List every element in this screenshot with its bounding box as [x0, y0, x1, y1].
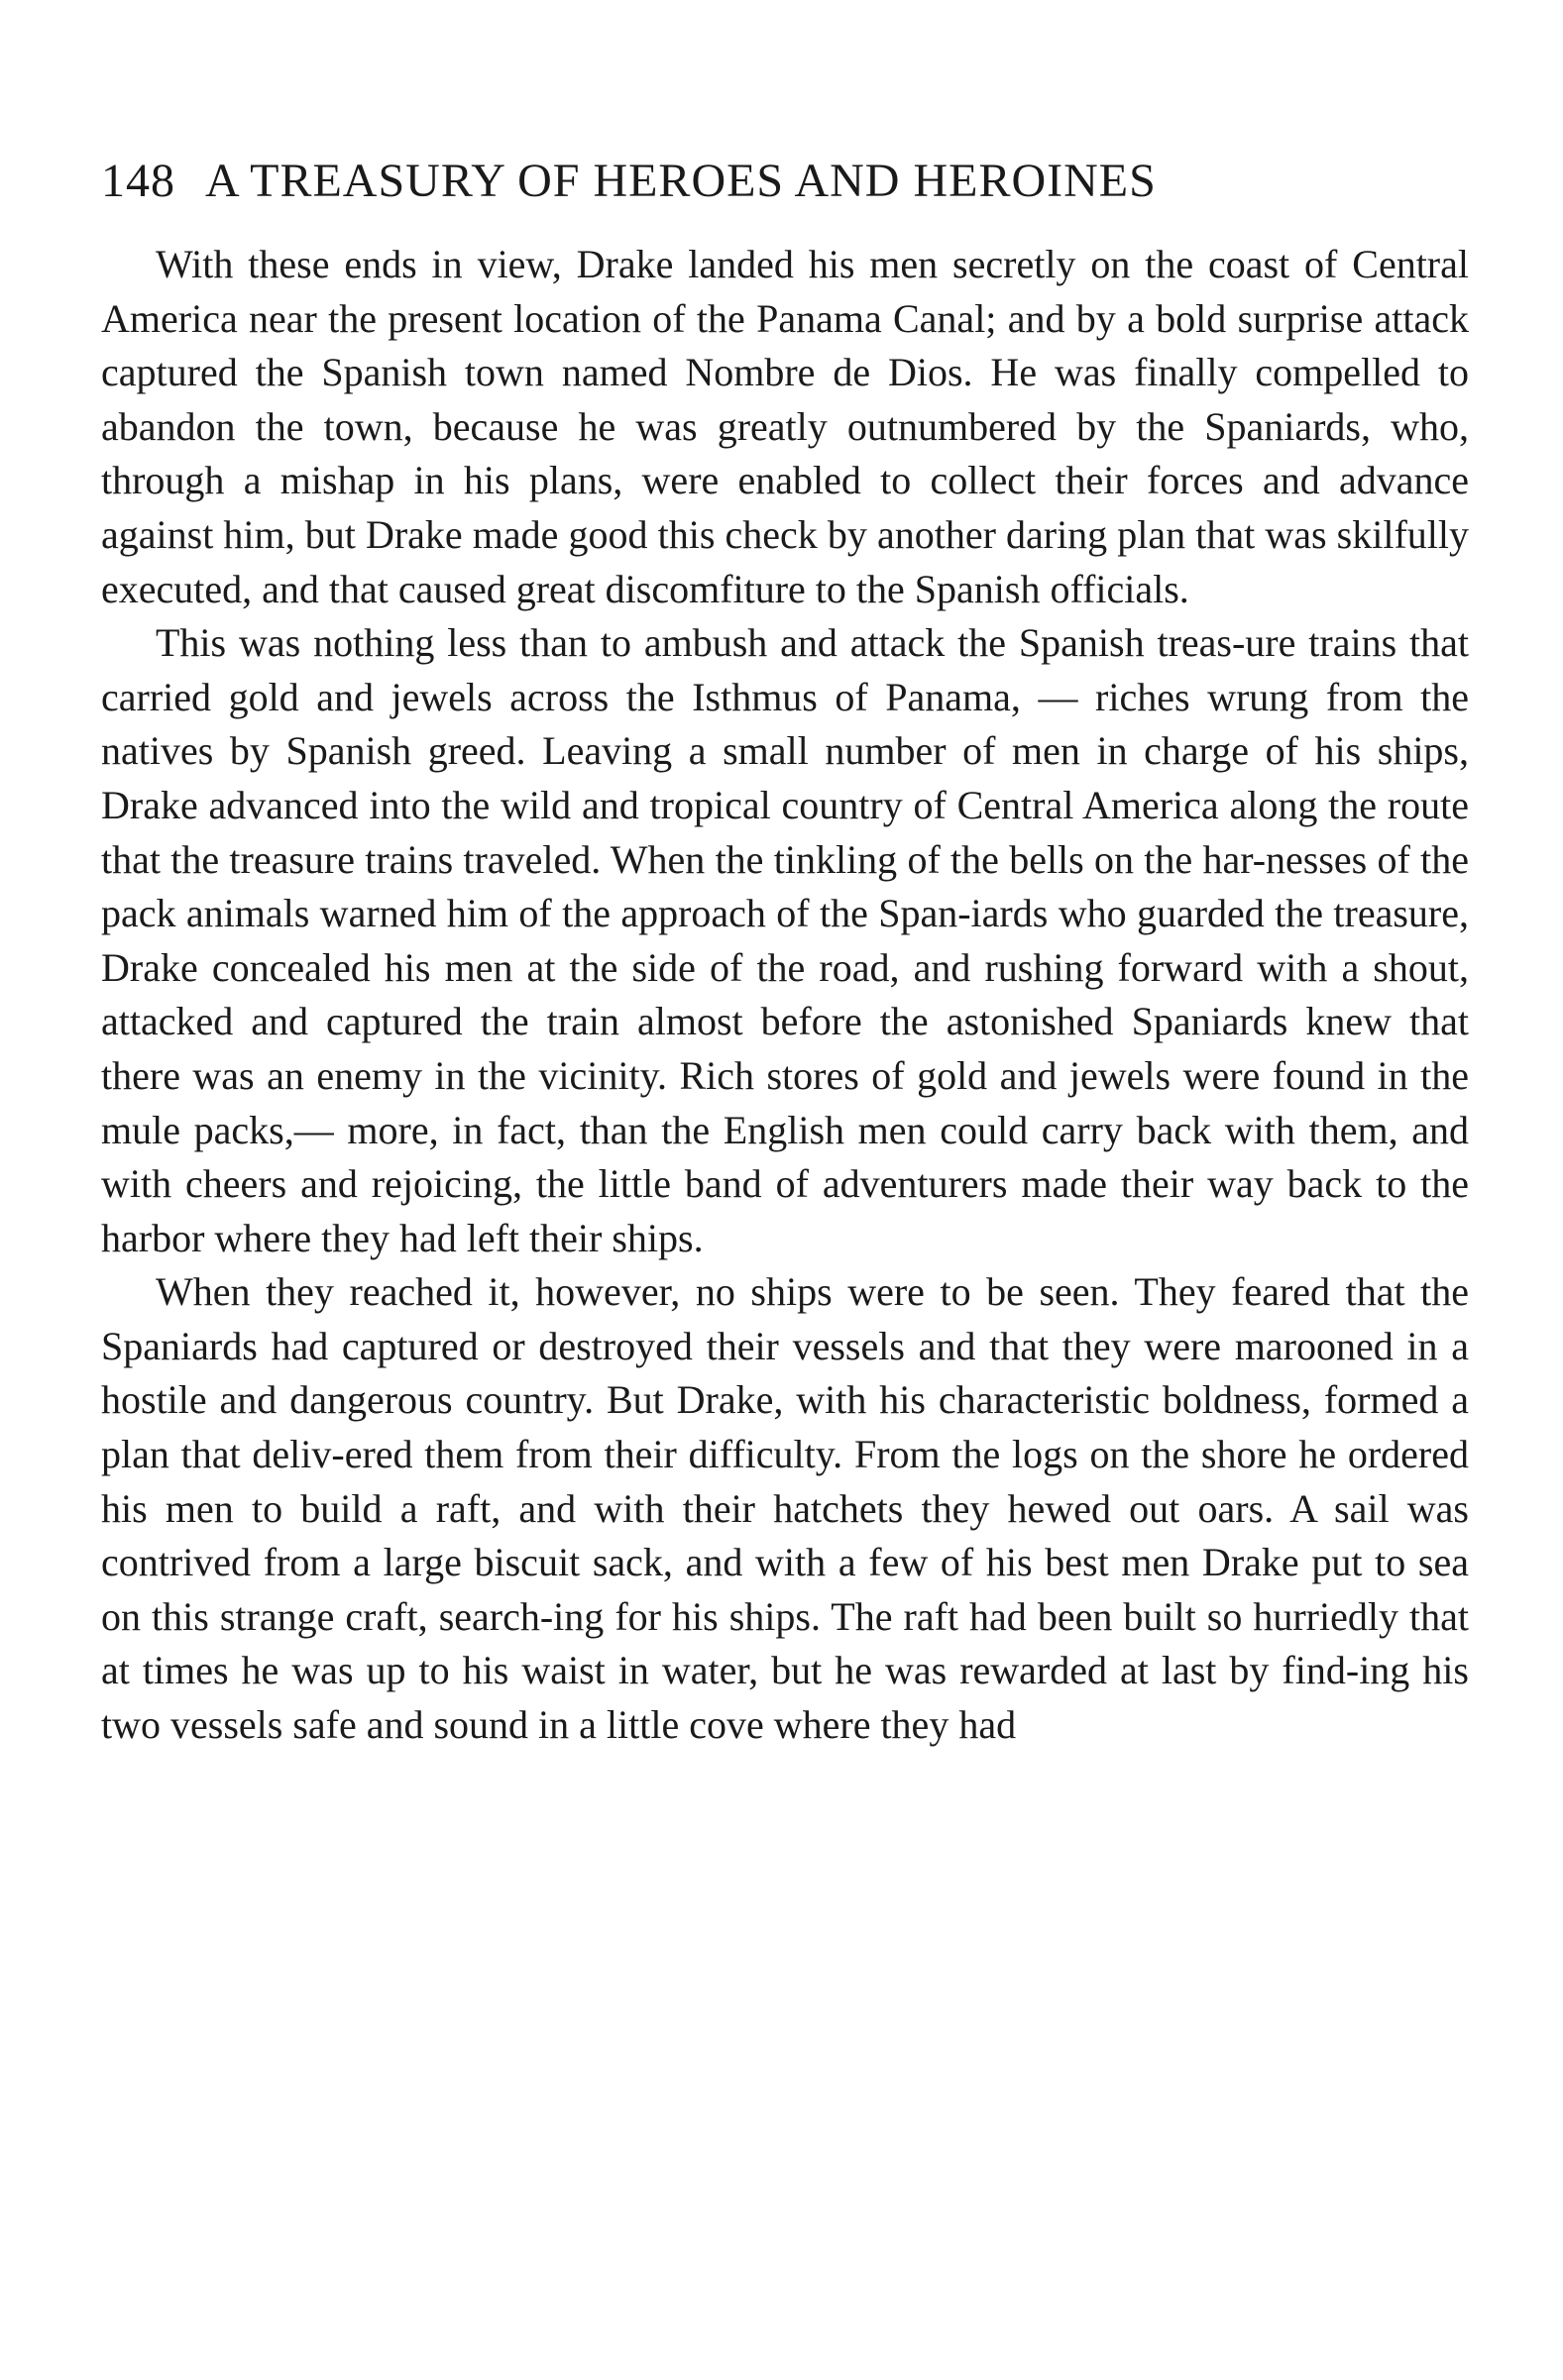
body-text	[101, 238, 1469, 1753]
page-number: 148	[101, 155, 175, 207]
paragraph-raft-search: When they reached it, however, no ships were to be seen. They feared that the Spaniards had captured or destroyed their vessels and that they were marooned in a hostile and dangerous country. But Drake, with his characteristic boldness, formed a plan that deliv-ered them from their difficulty. From the logs on the shore he ordered his men to build a raft, and with their hatchets they hewed out oars. A sail was contrived from a large biscuit sack, and with a few of his best men Drake put to sea on this strange craft, search-ing for his ships. The raft had been built so hurriedly that at times he was up to his waist in water, but he was rewarded at last by find-ing his two vessels safe and sound in a little cove where they had	[101, 1269, 1469, 1748]
paragraph-drake-landing: With these ends in view, Drake landed his men secretly on the coast of Central America near the present location of the Panama Canal; and by a bold surprise attack captured the Spanish town named Nombre de Dios. He was finally compelled to abandon the town, because he was greatly outnumbered by the Spaniards, who, through a mishap in his plans, were enabled to collect their forces and advance against him, but Drake made good this check by another daring plan that was skilfully executed, and that caused great discomfiture to the Spanish officials.	[101, 242, 1469, 611]
paragraph-treasure-ambush: This was nothing less than to ambush and attack the Spanish treas-ure trains that carried gold and jewels across the Isthmus of Panama, — riches wrung from the natives by Spanish greed. Leaving a small number of men in charge of his ships, Drake advanced into the wild and tropical country of Central America along the route that the treasure trains traveled. When the tinkling of the bells on the har-nesses of the pack animals warned him of the approach of the Span-iards who guarded the treasure, Drake concealed his men at the side of the road, and rushing forward with a shout, attacked and captured the train almost before the astonished Spaniards knew that there was an enemy in the vicinity. Rich stores of gold and jewels were found in the mule packs,— more, in fact, than the English men could carry back with them, and with cheers and rejoicing, the little band of adventurers made their way back to the harbor where they had left their ships.	[101, 620, 1469, 1260]
running-head	[101, 149, 1469, 214]
running-title: A TREASURY OF HEROES AND HEROINES	[205, 155, 1157, 207]
